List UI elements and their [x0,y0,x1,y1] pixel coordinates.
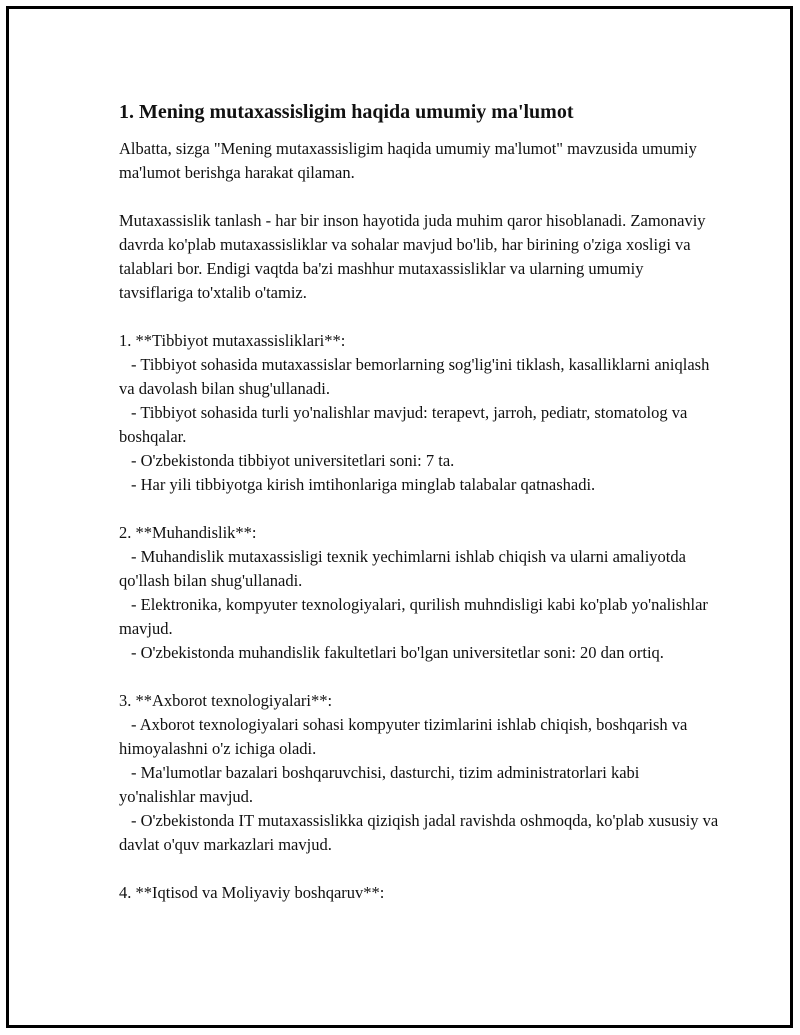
bullet-item: - Axborot texnologiyalari sohasi kompyuter tizimlarini ishlab chiqish, boshqarish va himoyalashni o'z ichiga oladi. [119,715,688,758]
bullet-item: - O'zbekistonda IT mutaxassislikka qiziqish jadal ravishda oshmoqda, ko'plab xususiy va davlat o'quv markazlari mavjud. [119,811,719,854]
section-it [119,689,719,857]
bullet-item: - Elektronika, kompyuter texnologiyalari, qurilish muhndisligi kabi ko'plab yo'nalishlar mavjud. [119,595,708,638]
bullet-item: - Tibbiyot sohasida turli yo'nalishlar mavjud: terapevt, jarroh, pediatr, stomatolog va boshqalar. [119,403,688,446]
section-heading: 3. **Axborot texnologiyalari**: [119,691,333,710]
bullet-item: - Muhandislik mutaxassisligi texnik yechimlarni ishlab chiqish va ularni amaliyotda qo'llash bilan shug'ullanadi. [119,547,686,590]
section-heading: 2. **Muhandislik**: [119,523,257,542]
document-content [119,99,719,929]
section-engineering [119,521,719,665]
body-paragraph: Mutaxassislik tanlash - har bir inson hayotida juda muhim qaror hisoblanadi. Zamonaviy davrda ko'plab mutaxassisliklar va sohalar mavjud bo'lib, har birining o'ziga xosligi va talablari bor. Endigi vaqtda ba'zi mashhur mutaxassisliklar va ularning umumiy tavsiflariga to'xtalib o'tamiz. [119,211,706,302]
document-title: 1. Mening mutaxassisligim haqida umumiy ma'lumot [119,101,574,123]
bullet-item: - Har yili tibbiyotga kirish imtihonlariga minglab talabalar qatnashadi. [131,475,596,494]
intro-paragraph: Albatta, sizga "Mening mutaxassisligim haqida umumiy ma'lumot" mavzusida umumiy ma'lumot berishga harakat qilaman. [119,139,697,182]
bullet-item: - O'zbekistonda muhandislik fakultetlari bo'lgan universitetlar soni: 20 dan ortiq. [131,643,664,662]
document-page [6,6,793,1028]
section-economics [119,881,719,905]
bullet-item: - O'zbekistonda tibbiyot universitetlari soni: 7 ta. [131,451,455,470]
section-heading: 1. **Tibbiyot mutaxassisliklari**: [119,331,346,350]
section-medicine [119,329,719,497]
section-heading: 4. **Iqtisod va Moliyaviy boshqaruv**: [119,883,385,902]
bullet-item: - Tibbiyot sohasida mutaxassislar bemorlarning sog'lig'ini tiklash, kasalliklarni aniqlash va davolash bilan shug'ullanadi. [119,355,710,398]
bullet-item: - Ma'lumotlar bazalari boshqaruvchisi, dasturchi, tizim administratorlari kabi yo'nalishlar mavjud. [119,763,640,806]
